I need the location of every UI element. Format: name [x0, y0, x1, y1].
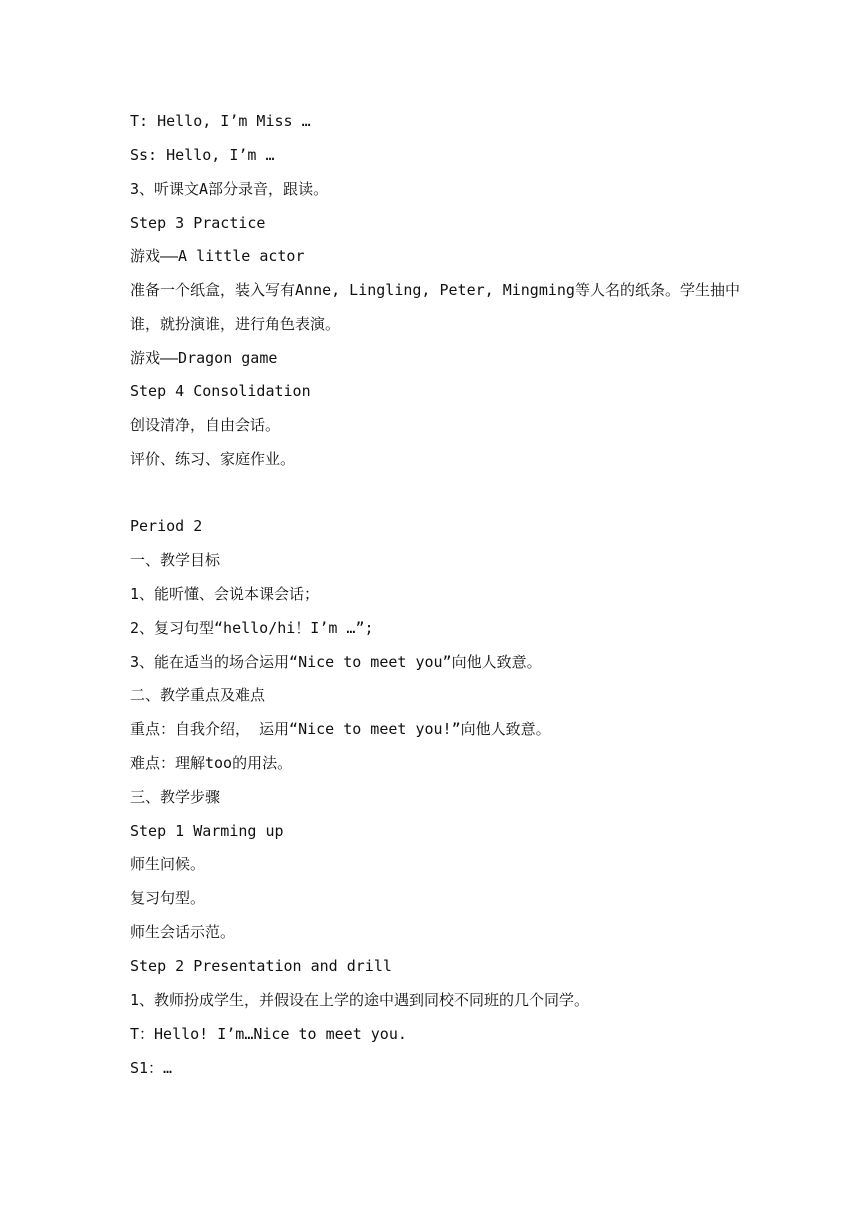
dialogue-line: Ss: Hello, I’m … — [130, 146, 275, 164]
step-heading: Step 1 Warming up — [130, 822, 284, 840]
step-item: 3、听课文A部分录音，跟读。 — [130, 180, 329, 198]
activity-title: 游戏——A little actor — [130, 247, 305, 265]
objective-item: 1、能听懂、会说本课会话； — [130, 585, 320, 603]
dialogue-line: T：Hello! I’m…Nice to meet you. — [130, 1025, 407, 1043]
activity-title: 游戏——Dragon game — [130, 349, 278, 367]
key-point: 重点：自我介绍， 运用“Nice to meet you!”向他人致意。 — [130, 720, 551, 738]
dialogue-line: S1：… — [130, 1059, 173, 1077]
step-item: 1、教师扮成学生，并假设在上学的途中遇到同校不同班的几个同学。 — [130, 991, 590, 1009]
paragraph: 师生问候。 — [130, 855, 206, 873]
activity-description: 准备一个纸盒，装入写有Anne, Lingling, Peter, Mingming等人名的纸条。学生抽中谁，就扮演谁，进行角色表演。 — [130, 281, 740, 333]
dialogue-line: T: Hello, I’m Miss … — [130, 112, 311, 130]
step-heading: Step 3 Practice — [130, 214, 266, 232]
paragraph: 师生会话示范。 — [130, 923, 236, 941]
step-heading: Step 2 Presentation and drill — [130, 957, 392, 975]
step-heading: Step 4 Consolidation — [130, 382, 311, 400]
objective-item: 2、复习句型“hello/hi！I’m …”; — [130, 619, 374, 637]
period-heading: Period 2 — [130, 517, 203, 535]
paragraph: 复习句型。 — [130, 889, 206, 907]
paragraph: 创设清净，自由会话。 — [130, 416, 281, 434]
section-heading: 一、教学目标 — [130, 551, 221, 569]
paragraph: 评价、练习、家庭作业。 — [130, 450, 296, 468]
section-heading: 二、教学重点及难点 — [130, 686, 266, 704]
difficult-point: 难点：理解too的用法。 — [130, 754, 293, 772]
section-heading: 三、教学步骤 — [130, 788, 221, 806]
objective-item: 3、能在适当的场合运用“Nice to meet you”向他人致意。 — [130, 653, 542, 671]
